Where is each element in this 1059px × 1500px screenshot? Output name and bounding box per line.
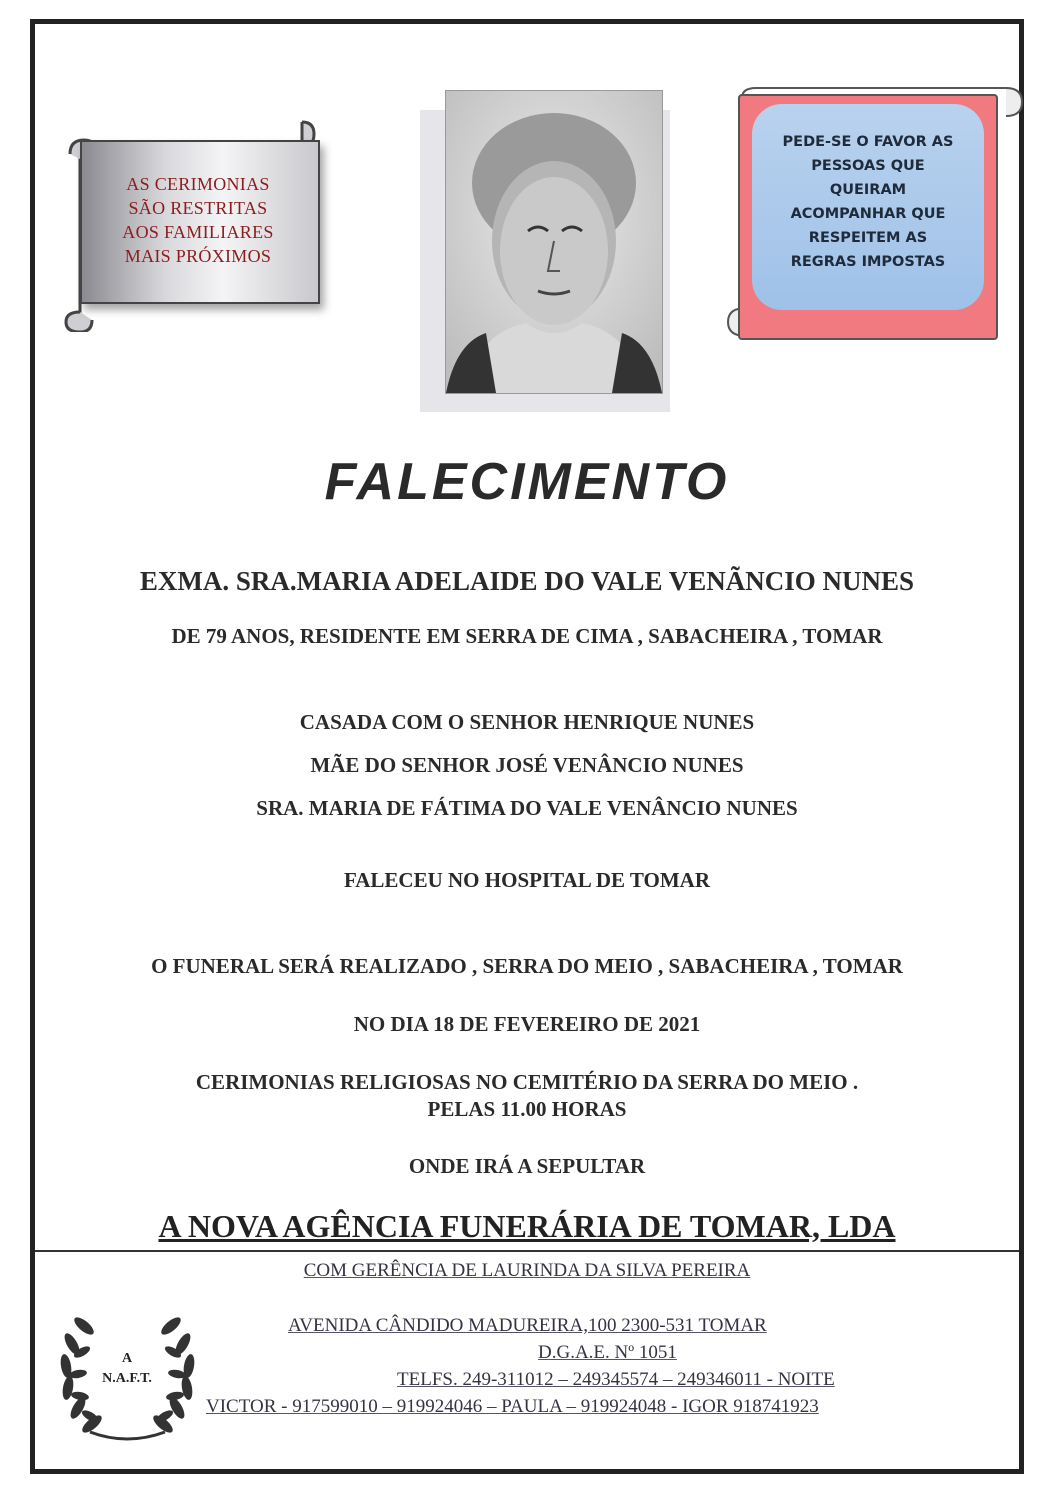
- agency-phones: TELFS. 249-311012 – 249345574 – 249346011 - NOITE: [397, 1369, 835, 1390]
- burial-line: ONDE IRÁ A SEPULTAR: [408, 1154, 646, 1178]
- family-line-spouse: CASADA COM O SENHOR HENRIQUE NUNES: [299, 710, 755, 734]
- family-line-daughter: SRA. MARIA DE FÁTIMA DO VALE VENÂNCIO NUNES: [256, 796, 798, 820]
- right-scroll-line: QUEIRAM: [829, 182, 907, 198]
- agency-address: AVENIDA CÂNDIDO MADUREIRA,100 2300-531 TOMAR: [288, 1315, 767, 1336]
- agency-dgae: D.G.A.E. Nº 1051: [538, 1342, 677, 1363]
- page-title: FALECIMENTO: [324, 453, 730, 511]
- funeral-date: NO DIA 18 DE FEVEREIRO DE 2021: [353, 1012, 701, 1036]
- left-scroll-line: AOS FAMILIARES: [122, 222, 274, 242]
- age-residence: DE 79 ANOS, RESIDENTE EM SERRA DE CIMA , SABACHEIRA , TOMAR: [171, 624, 883, 648]
- left-scroll-line: MAIS PRÓXIMOS: [124, 246, 272, 266]
- naft-wreath-logo: [50, 1296, 205, 1446]
- agency-contacts: VICTOR - 917599010 – 919924046 – PAULA – 919924048 - IGOR 918741923: [206, 1396, 819, 1417]
- family-line-son: MÃE DO SENHOR JOSÉ VENÂNCIO NUNES: [310, 753, 744, 777]
- agency-name: A NOVA AGÊNCIA FUNERÁRIA DE TOMAR, LDA: [158, 1208, 896, 1244]
- right-scroll-line: REGRAS IMPOSTAS: [790, 254, 946, 270]
- ceremony-line: CERIMONIAS RELIGIOSAS NO CEMITÉRIO DA SERRA DO MEIO .: [195, 1070, 859, 1094]
- portrait-photo: [445, 90, 663, 394]
- funeral-place: O FUNERAL SERÁ REALIZADO , SERRA DO MEIO , SABACHEIRA , TOMAR: [151, 954, 903, 978]
- agency-management: COM GERÊNCIA DE LAURINDA DA SILVA PEREIRA: [303, 1260, 751, 1281]
- right-scroll-line: PEDE-SE O FAVOR AS: [782, 134, 954, 150]
- right-scroll-text: [757, 130, 979, 274]
- right-scroll-line: RESPEITEM AS: [808, 230, 928, 246]
- left-scroll-text: [96, 172, 300, 268]
- right-scroll-line: ACOMPANHAR QUE: [790, 206, 946, 222]
- deceased-name: EXMA. SRA.MARIA ADELAIDE DO VALE VENÃNCIO NUNES: [139, 566, 915, 596]
- logo-acronym: N.A.F.T.: [102, 1371, 152, 1386]
- logo-letter: A: [121, 1351, 133, 1366]
- left-scroll-line: AS CERIMONIAS: [126, 174, 270, 194]
- ceremony-time: PELAS 11.00 HORAS: [427, 1097, 627, 1121]
- right-scroll-line: PESSOAS QUE: [811, 158, 925, 174]
- left-scroll-line: SÃO RESTRITAS: [128, 198, 268, 218]
- death-place: FALECEU NO HOSPITAL DE TOMAR: [343, 868, 710, 892]
- divider: [35, 1250, 1019, 1252]
